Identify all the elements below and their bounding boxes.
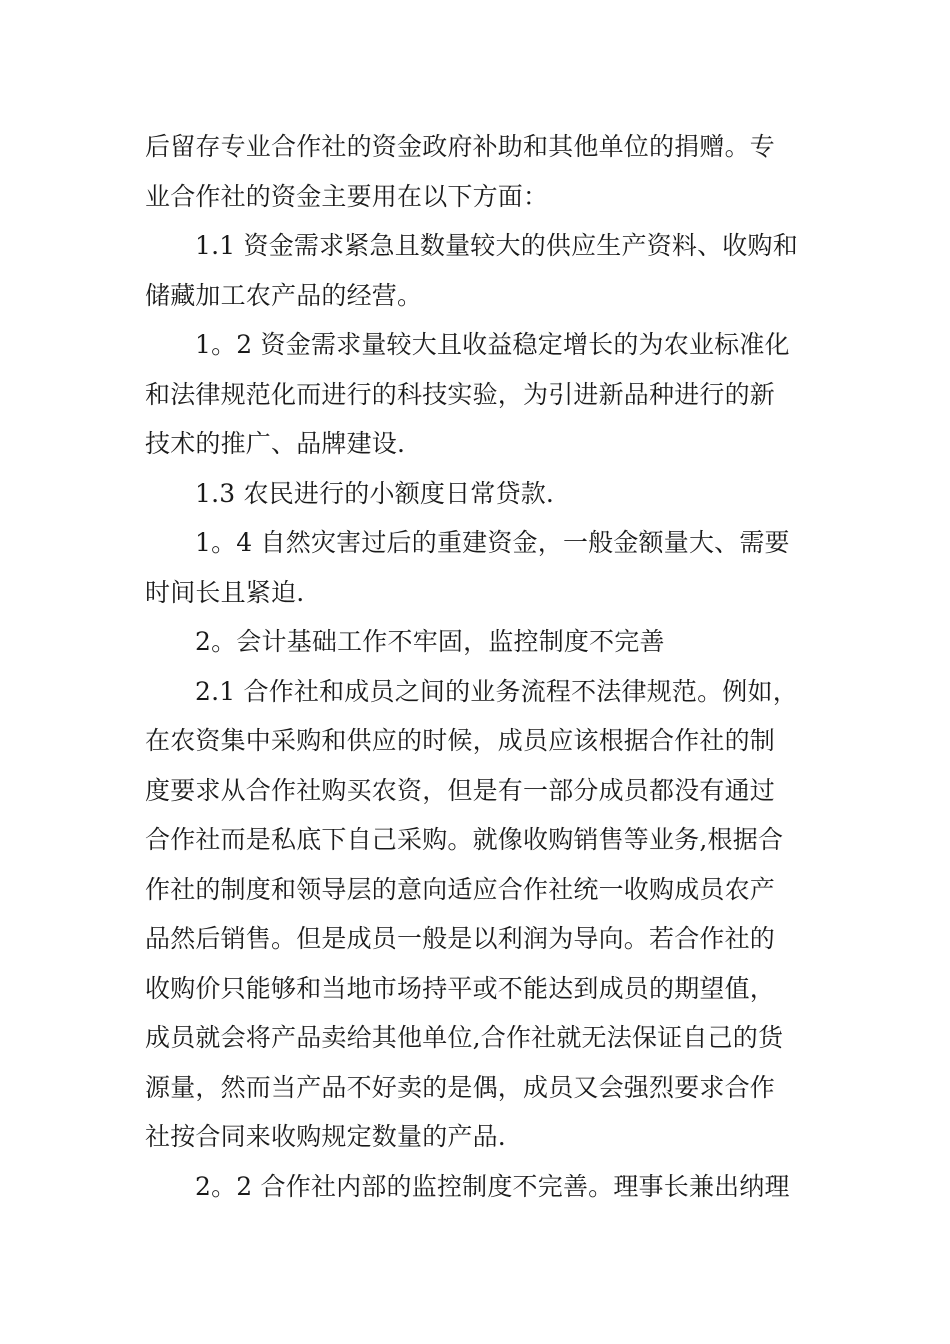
text-line: 品然后销售。但是成员一般是以利润为导向。若合作社的	[145, 924, 776, 953]
section-heading-2-2: 2。2 合作社内部的监控制度不完善。理事长兼出纳理	[195, 1171, 790, 1201]
text-line: 社按合同来收购规定数量的产品.	[145, 1122, 506, 1151]
text-line: 和法律规范化而进行的科技实验，为引进新品种进行的新	[145, 379, 776, 409]
section-heading-1-1: 1.1 资金需求紧急且数量较大的供应生产资料、收购和	[195, 231, 798, 260]
text-line: 合作社而是私底下自己采购。就像收购销售等业务,根据合	[145, 825, 784, 854]
section-heading-2: 2。会计基础工作不牢固，监控制度不完善	[195, 627, 665, 656]
text-line: 储藏加工农产品的经营。	[145, 280, 423, 310]
text-line: 收购价只能够和当地市场持平或不能达到成员的期望值，	[145, 973, 776, 1003]
text-line: 度要求从合作社购买农资，但是有一部分成员都没有通过	[145, 775, 776, 805]
text-line: 成员就会将产品卖给其他单位,合作社就无法保证自己的货	[145, 1023, 784, 1052]
text-line: 源量，然而当产品不好卖的是偶，成员又会强烈要求合作	[145, 1072, 776, 1102]
text-line: 在农资集中采购和供应的时候，成员应该根据合作社的制	[145, 726, 776, 755]
text-line: 时间长且紧迫.	[145, 577, 305, 607]
section-heading-1-2: 1。2 资金需求量较大且收益稳定增长的为农业标准化	[195, 330, 790, 359]
text-line: 业合作社的资金主要用在以下方面：	[145, 181, 549, 211]
section-heading-2-1: 2.1 合作社和成员之间的业务流程不法律规范。例如，	[195, 676, 798, 706]
section-heading-1-3: 1.3 农民进行的小额度日常贷款.	[195, 478, 555, 508]
section-heading-1-4: 1。4 自然灾害过后的重建资金，一般金额量大、需要	[195, 528, 790, 557]
document-body	[145, 122, 798, 1211]
text-line: 后留存专业合作社的资金政府补助和其他单位的捐赠。专	[145, 132, 776, 161]
text-line: 作社的制度和领导层的意向适应合作社统一收购成员农产	[145, 874, 776, 904]
text-line: 技术的推广、品牌建设.	[145, 429, 406, 458]
